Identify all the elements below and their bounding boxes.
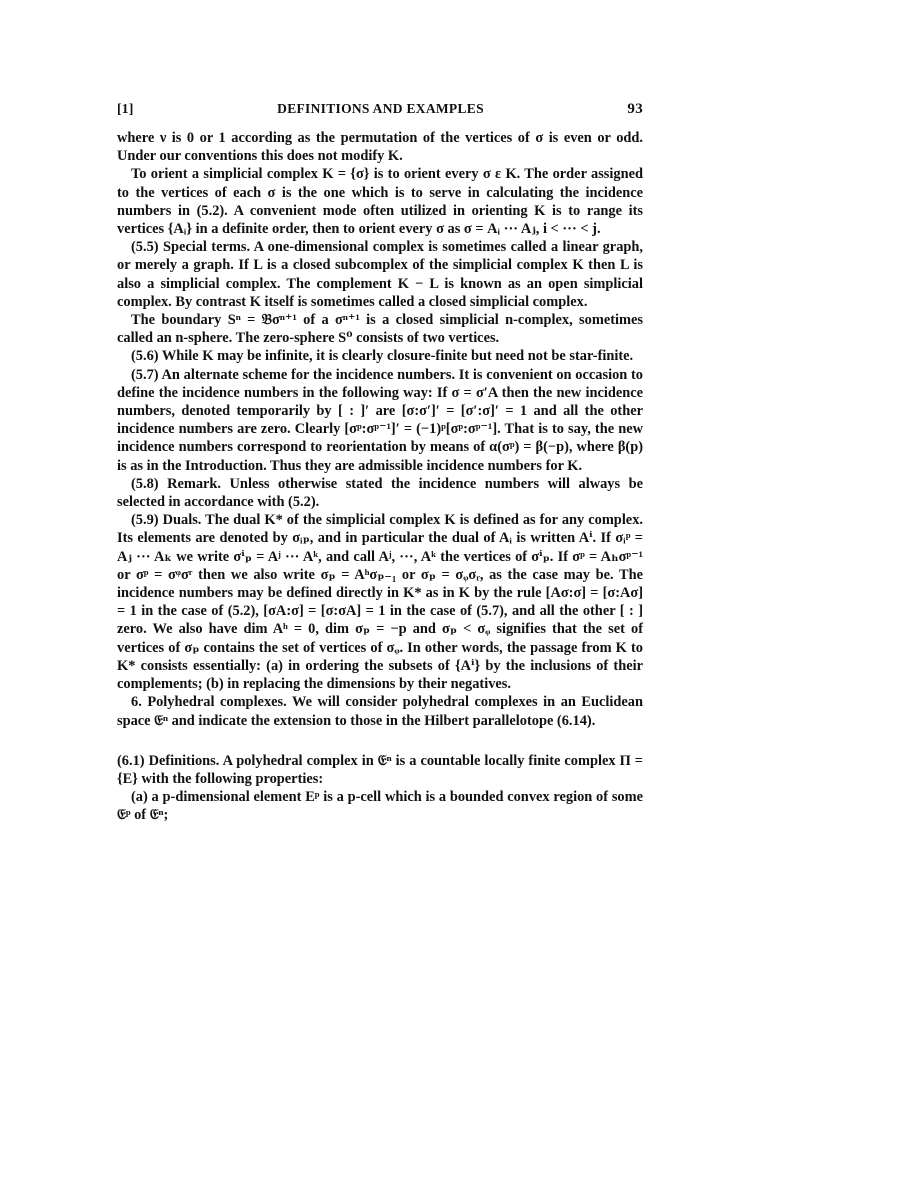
page-number: 93 [627, 101, 643, 117]
paragraph: (5.7) An alternate scheme for the incidence numbers. It is convenient on occasion to define the incidence numbers in the following way: If σ = σ′A then the new incidence numbers, denoted temporarily by [ : ]′ are [σ:σ′]′ = [σ′:σ]′ = 1 and all the other incidence numbers are zero. Clearly [σᵖ:σᵖ⁻¹]′ = (−1)ᵖ[σᵖ:σᵖ⁻¹]. That is to say, the new incidence numbers correspond to reorientation by means of α(σᵖ) = β(−p), where β(p) is as in the Introduction. Thus they are admissible incidence numbers for K. [117, 366, 643, 474]
paragraph: where ν is 0 or 1 according as the permutation of the vertices of σ is even or odd. Under our conventions this does not modify K. [117, 130, 643, 165]
paragraph: (5.6) While K may be infinite, it is clearly closure-finite but need not be star-finite. [131, 348, 634, 365]
paragraph: To orient a simplicial complex K = {σ} is to orient every σ ε K. The order assigned to the vertices of each σ is the one which is to serve in calculating the incidence numbers in (5.2). A convenient mode often utilized in orienting K is to range its vertices {Aᵢ} in a definite order, then to orient every σ as σ = Aᵢ ··· Aⱼ, i < ··· < j. [117, 166, 643, 238]
section-heading-paragraph: 6. Polyhedral complexes. We will consider polyhedral complexes in an Euclidean space 𝔈ⁿ and indicate the extension to those in the Hilbert parallelotope (6.14). [117, 694, 643, 729]
definition-item: (a) a p-dimensional element Eᵖ is a p-cell which is a bounded convex region of some 𝔈ᵖ of 𝔈ⁿ; [117, 789, 643, 824]
paragraph: (5.5) Special terms. A one-dimensional complex is sometimes called a linear graph, or merely a graph. If L is a closed subcomplex of the simplicial complex K then L is also a simplicial complex. The complement K − L is known as an open simplicial complex. By contrast K itself is sometimes called a closed simplicial complex. [117, 239, 643, 310]
body-text [117, 129, 643, 825]
section-marker: [1] [117, 101, 134, 116]
paragraph: (5.8) Remark. Unless otherwise stated the incidence numbers will always be selected in accordance with (5.2). [117, 475, 643, 511]
running-header [117, 101, 643, 118]
paragraph: The boundary Sⁿ = 𝔅σⁿ⁺¹ of a σⁿ⁺¹ is a closed simplicial n-complex, sometimes called an n-sphere. The zero-sphere S⁰ consists of two vertices. [117, 312, 643, 347]
running-title: DEFINITIONS AND EXAMPLES [277, 101, 484, 116]
definition-paragraph: (6.1) Definitions. A polyhedral complex in 𝔈ⁿ is a countable locally finite complex Π = {E} with the following properties: [117, 752, 643, 787]
paragraph: (5.9) Duals. The dual K* of the simplicial complex K is defined as for any complex. Its elements are denoted by σᵢₚ, and in particular the dual of Aᵢ is written Aⁱ. If σᵢᵖ = Aⱼ ··· Aₖ we write σⁱₚ = Aʲ ··· Aᵏ, and call Aʲ, ···, Aᵏ the vertices of σⁱₚ. If σᵖ = Aₕσᵖ⁻¹ or σᵖ = σᵠσʳ then we also write σₚ = Aʰσₚ₋₁ or σₚ = σᵩσᵣ, as the case may be. The incidence numbers may be defined directly in K* as in K by the rule [Aσ:σ] = [σ:Aσ] = 1 in the case of (5.2), [σA:σ] = [σ:σA] = 1 in the case of (5.7), and all the other [ : ] zero. We also have dim Aʰ = 0, dim σₚ = −p and σₚ < σᵩ signifies that the set of vertices of σₚ contains the set of vertices of σᵩ. In other words, the passage from K to K* consists essentially: (a) in ordering the subsets of {Aⁱ} by the inclusions of their complements; (b) in replacing the dimensions by their negatives. [117, 512, 643, 693]
